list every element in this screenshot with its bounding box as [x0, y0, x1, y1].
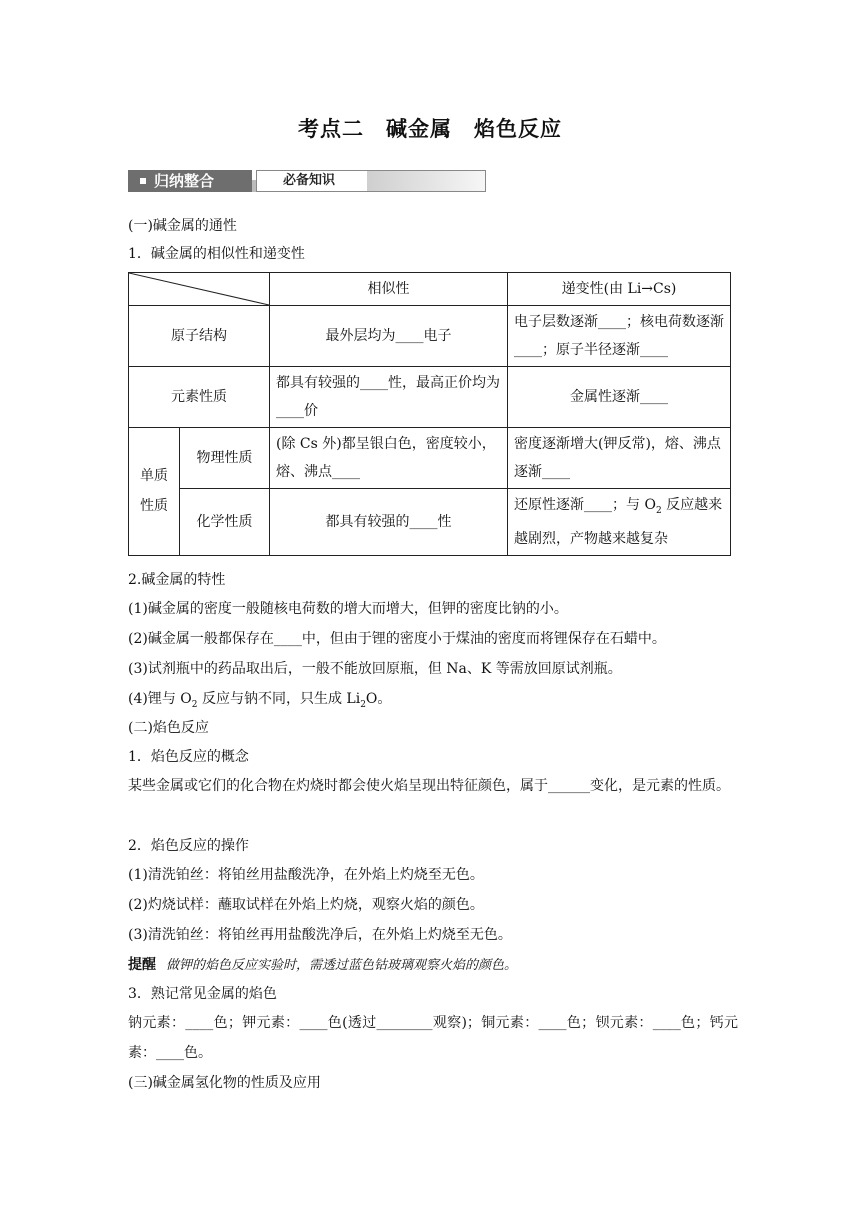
paragraph: [128, 689, 738, 715]
cell-trend: 金属性逐渐____: [508, 367, 731, 428]
section-heading-2: 2.碱金属的特性: [128, 572, 226, 588]
cell-similar: 最外层均为____电子: [270, 306, 508, 367]
row-group-label-element-substance: 单质性质: [129, 428, 180, 556]
paragraph: (1)碱金属的密度一般随核电荷数的增大而增大，但钾的密度比钠的小。: [128, 601, 568, 617]
row-label-atomic-structure: 原子结构: [129, 306, 270, 367]
table-header-row: [129, 273, 731, 306]
row-label-physical: 物理性质: [180, 428, 270, 489]
paragraph-concept: 某些金属或它们的化合物在灼烧时都会使火焰呈现出特征颜色，属于______变化，是元素的性质。: [128, 778, 730, 794]
banner-left-label: 归纳整合: [154, 172, 215, 190]
paragraph: (2)灼烧试样：蘸取试样在外焰上灼烧，观察火焰的颜色。: [128, 897, 484, 913]
cell-similar: 都具有较强的____性，最高正价均为____价: [270, 367, 508, 428]
section-banner: [128, 168, 468, 196]
row-label-chemical: 化学性质: [180, 489, 270, 556]
cell-trend: 电子层数逐渐____；核电荷数逐渐____；原子半径逐渐____: [508, 306, 731, 367]
alkali-metal-table: [128, 272, 731, 556]
section-heading-4: (三)碱金属氢化物的性质及应用: [128, 1075, 321, 1091]
table-row: [129, 367, 731, 428]
text: (4)锂与 O: [128, 691, 192, 707]
square-bullet-icon: [140, 178, 146, 184]
paragraph: (1)清洗铂丝：将铂丝用盐酸洗净，在外焰上灼烧至无色。: [128, 867, 484, 883]
tip: [128, 955, 738, 976]
header-similar: 相似性: [270, 273, 508, 306]
text: O。: [365, 691, 392, 707]
page-title: 考点二 碱金属 焰色反应: [298, 117, 562, 141]
subheading: 2．焰色反应的操作: [128, 838, 249, 854]
trend-text-b: 反应越来越剧烈，产物越来越复杂: [514, 497, 723, 547]
paragraph: (2)碱金属一般都保存在____中，但由于锂的密度小于煤油的密度而将锂保存在石蜡中。: [128, 631, 666, 647]
row-label-element-properties: 元素性质: [129, 367, 270, 428]
paragraph: (3)试剂瓶中的药品取出后，一般不能放回原瓶，但 Na、K 等需放回原试剂瓶。: [128, 661, 622, 677]
diagonal-header-cell: [129, 273, 270, 306]
cell-similar: 都具有较强的____性: [270, 489, 508, 556]
tip-label: 提醒: [128, 957, 156, 973]
table-row: [129, 428, 731, 489]
cell-similar: (除 Cs 外)都呈银白色，密度较小，熔、沸点____: [270, 428, 508, 489]
header-trend: 递变性(由 Li→Cs): [508, 273, 731, 306]
paragraph-colors: 钠元素：____色；钾元素：____色(透过________观察)；铜元素：____色；钡元素：____色；钙元素：____色。: [128, 1015, 738, 1061]
banner-right: [256, 170, 486, 192]
subscript: 2: [655, 505, 662, 516]
cell-trend: [508, 489, 731, 556]
table-row: [129, 306, 731, 367]
section-heading-1: (一)碱金属的通性: [128, 218, 237, 234]
paragraph: (3)清洗铂丝：将铂丝再用盐酸洗净后，在外焰上灼烧至无色。: [128, 927, 512, 943]
banner-right-label: 必备知识: [282, 173, 335, 188]
text: 反应与钠不同，只生成 Li: [197, 691, 361, 707]
subheading: 3．熟记常见金属的焰色: [128, 986, 277, 1002]
table-row: [129, 489, 731, 556]
trend-text-a: 还原性逐渐____；与 O: [514, 497, 656, 513]
subscript: 2: [360, 699, 366, 710]
section-heading-3: (二)焰色反应: [128, 720, 209, 736]
subheading-1: 1．碱金属的相似性和递变性: [128, 246, 305, 262]
subheading: 1．焰色反应的概念: [128, 749, 249, 765]
cell-trend: 密度逐渐增大(钾反常)，熔、沸点逐渐____: [508, 428, 731, 489]
banner-tail: [367, 171, 485, 191]
diagonal-line: [129, 273, 269, 305]
tip-text: 做钾的焰色反应实验时，需透过蓝色钴玻璃观察火焰的颜色。: [166, 958, 518, 973]
banner-left: [128, 170, 252, 192]
subscript: 2: [191, 699, 198, 710]
